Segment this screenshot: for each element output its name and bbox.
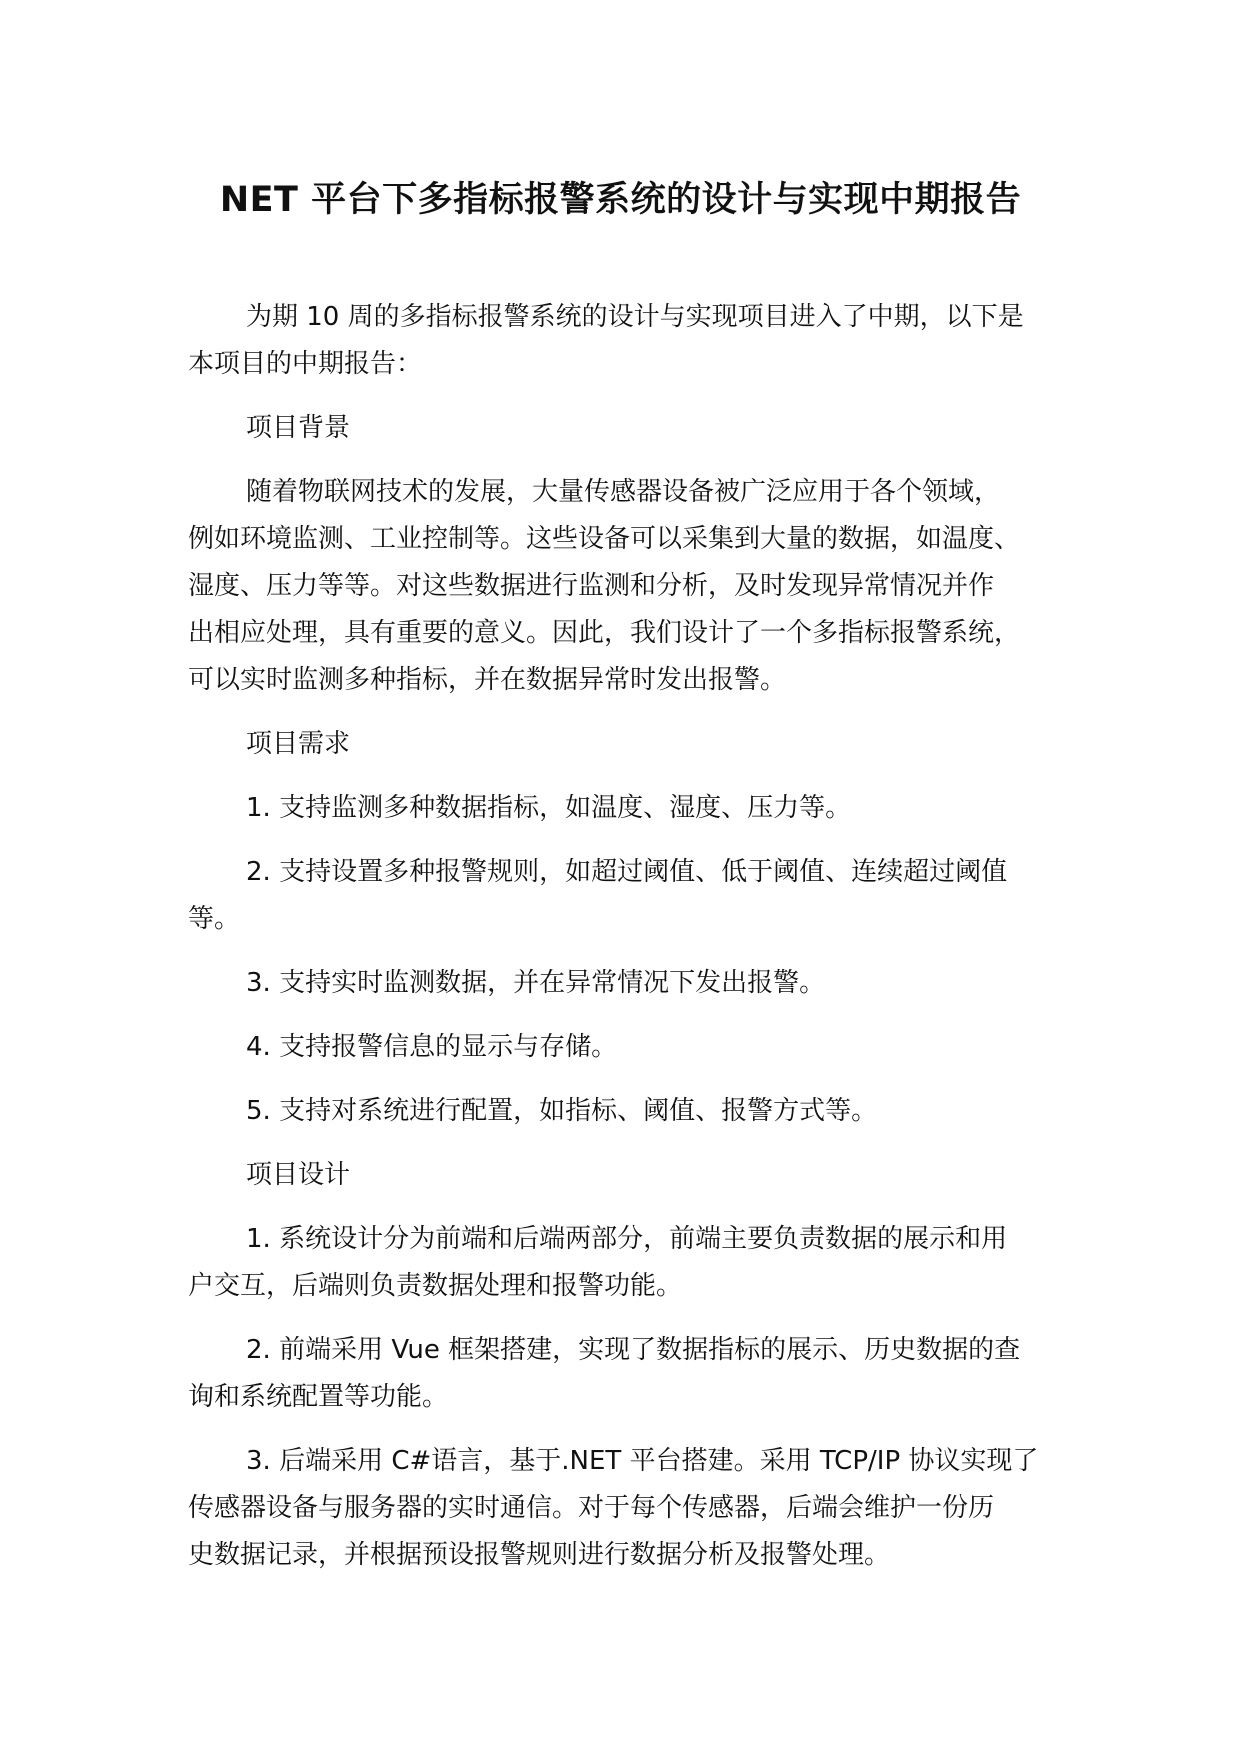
text-line: 1. 支持监测多种数据指标，如温度、湿度、压力等。	[246, 793, 852, 823]
text-line: 湿度、压力等等。对这些数据进行监测和分析，及时发现异常情况并作	[188, 571, 995, 601]
text-line: 1. 系统设计分为前端和后端两部分，前端主要负责数据的展示和用	[246, 1224, 1008, 1254]
design-item	[188, 1327, 1080, 1421]
requirement-item	[188, 849, 1080, 943]
requirement-item	[188, 1088, 1080, 1135]
design-item	[188, 1438, 1080, 1579]
text-line: 2. 支持设置多种报警规则，如超过阈值、低于阈值、连续超过阈值	[246, 857, 1008, 887]
text-line: 项目设计	[246, 1160, 351, 1190]
text-line: 本项目的中期报告：	[188, 349, 423, 379]
text-line: 4. 支持报警信息的显示与存储。	[246, 1032, 618, 1062]
text-line: 5. 支持对系统进行配置，如指标、阈值、报警方式等。	[246, 1096, 878, 1126]
requirement-item	[188, 1024, 1080, 1071]
requirement-item	[188, 960, 1080, 1007]
text-line: 项目背景	[246, 413, 351, 443]
paragraph-background	[188, 469, 1080, 704]
section-heading-requirements	[188, 721, 1080, 768]
text-line: 等。	[188, 904, 241, 934]
text-line: 可以实时监测多种指标，并在数据异常时发出报警。	[188, 665, 787, 695]
text-line: 为期 10 周的多指标报警系统的设计与实现项目进入了中期，以下是	[246, 302, 1024, 332]
text-line: 3. 后端采用 C#语言，基于.NET 平台搭建。采用 TCP/IP 协议实现了	[246, 1446, 1039, 1476]
document-body	[188, 294, 1080, 1596]
text-line: 传感器设备与服务器的实时通信。对于每个传感器，后端会维护一份历	[188, 1493, 995, 1523]
text-line: 2. 前端采用 Vue 框架搭建，实现了数据指标的展示、历史数据的查	[246, 1335, 1021, 1365]
text-line: 项目需求	[246, 729, 351, 759]
text-line: 随着物联网技术的发展，大量传感器设备被广泛应用于各个领域，	[246, 477, 1001, 507]
paragraph-intro	[188, 294, 1080, 388]
text-line: 例如环境监测、工业控制等。这些设备可以采集到大量的数据，如温度、	[188, 524, 1021, 554]
text-line: 询和系统配置等功能。	[188, 1382, 449, 1412]
section-heading-background	[188, 405, 1080, 452]
text-line: 户交互，后端则负责数据处理和报警功能。	[188, 1271, 683, 1301]
requirement-item	[188, 785, 1080, 832]
text-line: 出相应处理，具有重要的意义。因此，我们设计了一个多指标报警系统，	[188, 618, 1021, 648]
document-title: NET 平台下多指标报警系统的设计与实现中期报告	[219, 180, 1022, 220]
design-item	[188, 1216, 1080, 1310]
text-line: 史数据记录，并根据预设报警规则进行数据分析及报警处理。	[188, 1540, 891, 1570]
text-line: 3. 支持实时监测数据，并在异常情况下发出报警。	[246, 968, 826, 998]
section-heading-design	[188, 1152, 1080, 1199]
